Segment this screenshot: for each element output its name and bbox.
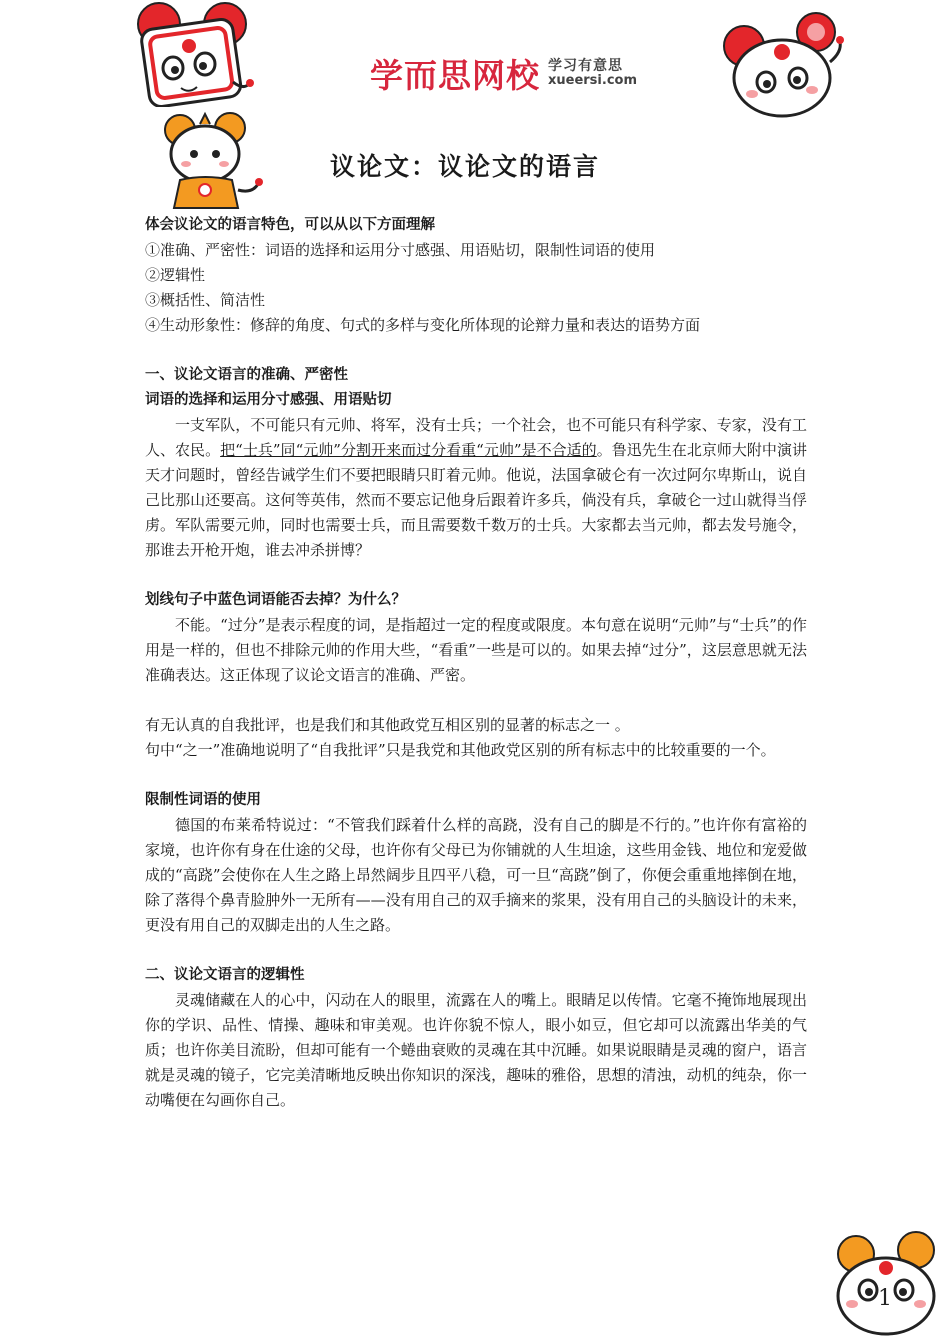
paragraph-text: 。鲁迅先生在北京师大附中演讲天才问题时，曾经告诫学生们不要把眼睛只盯着元帅。他说，法国拿破仑有一次过阿尔卑斯山，说自己比那山还要高。这何等英伟，然而不要忘记他身后跟着许多兵，倘没有兵，拿破仑一过山就得当俘虏。军队需要元帅，同时也需要士兵，而且需要数千数万的士兵。大家都去当元帅，都去发号施令，那谁去开枪开炮，谁去冲杀拼博？ [145,441,807,559]
section1-subheading: 词语的选择和运用分寸感强、用语贴切 [145,392,392,408]
paragraph-text: 一支军队，不可能只有元帅、将军，没有士兵；一个社会，也不可能只有科学家、专家，没有工人、农民。 [145,416,807,459]
logo-url: xueersi.com [548,73,638,89]
limit-heading: 限制性词语的使用 [145,792,261,808]
example-note: 句中“之一”准确地说明了“自我批评”只是我党和其他政党区别的所有标志中的比较重要的一个。 [145,741,776,759]
logo-slogan: 学习有意思 [548,58,623,75]
section2-heading: 二、议论文语言的逻辑性 [145,967,305,983]
section2-paragraph: 灵魂储藏在人的心中，闪动在人的眼里，流露在人的嘴上。眼睛足以传情。它毫不掩饰地展现出你的学识、品性、情操、趣味和审美观。也许你貌不惊人，眼小如豆，但它却可以流露出华美的气质；也许你美目流盼，但却可能有一个蜷曲衰败的灵魂在其中沉睡。如果说眼睛是灵魂的窗户，语言就是灵魂的镜子，它完美清晰地反映出你知识的深浅，趣味的雅俗，思想的清浊，动机的纯杂，你一动嘴便在勾画你自己。 [145,991,807,1109]
page-title: 议论文：议论文的语言 [330,152,601,181]
page-number: 1 [878,1286,892,1311]
section1-paragraph [145,413,807,563]
mascot-orange-icon [160,110,268,212]
example-sentence: 有无认真的自我批评，也是我们和其他政党互相区别的显著的标志之一 。 [145,716,630,734]
question-heading: 划线句子中蓝色词语能否去掉？为什么？ [145,592,406,608]
logo-main-text: 学而思网校 [370,56,540,95]
mascot-bottom-right-icon [828,1228,946,1338]
limit-paragraph: 德国的布莱希特说过：“不管我们踩着什么样的高跷，没有自己的脚是不行的。”也许你有富裕的家境，也许你有身在仕途的父母，也许你有父母已为你铺就的人生坦途，这些用金钱、地位和宠爱做成的“高跷”会使你在人生之路上昂然阔步且四平八稳，可一旦“高跷”倒了，你便会重重地摔倒在地，除了落得个鼻青脸肿外一无所有——没有用自己的双手摘来的浆果，没有用自己的头脑设计的未来，更没有用自己的双脚走出的人生之路。 [145,816,807,934]
intro-item: ④生动形象性：修辞的角度、句式的多样与变化所体现的论辩力量和表达的语势方面 [145,316,701,334]
intro-item: ①准确、严密性：词语的选择和运用分寸感强、用语贴切，限制性词语的使用 [145,241,656,259]
intro-item: ③概括性、简洁性 [145,291,266,309]
xueersi-logo [370,50,637,97]
intro-heading: 体会议论文的语言特色，可以从以下方面理解 [145,217,435,233]
answer-paragraph: 不能。“过分”是表示程度的词，是指超过一定的程度或限度。本句意在说明“元帅”与“士兵”的作用是一样的，但也不排除元帅的作用大些，“看重”一些是可以的。如果去掉“过分”，这层意思就无法准确表达。这正体现了议论文语言的准确、严密。 [145,616,807,684]
mascot-top-left-icon [133,2,258,107]
mascot-top-right-icon [718,12,850,122]
section1-heading: 一、议论文语言的准确、严密性 [145,367,348,383]
intro-item: ②逻辑性 [145,266,206,284]
underlined-sentence: 把“士兵”同“元帅”分割开来而过分看重“元帅”是不合适的 [220,441,597,459]
document-body [145,213,807,1113]
